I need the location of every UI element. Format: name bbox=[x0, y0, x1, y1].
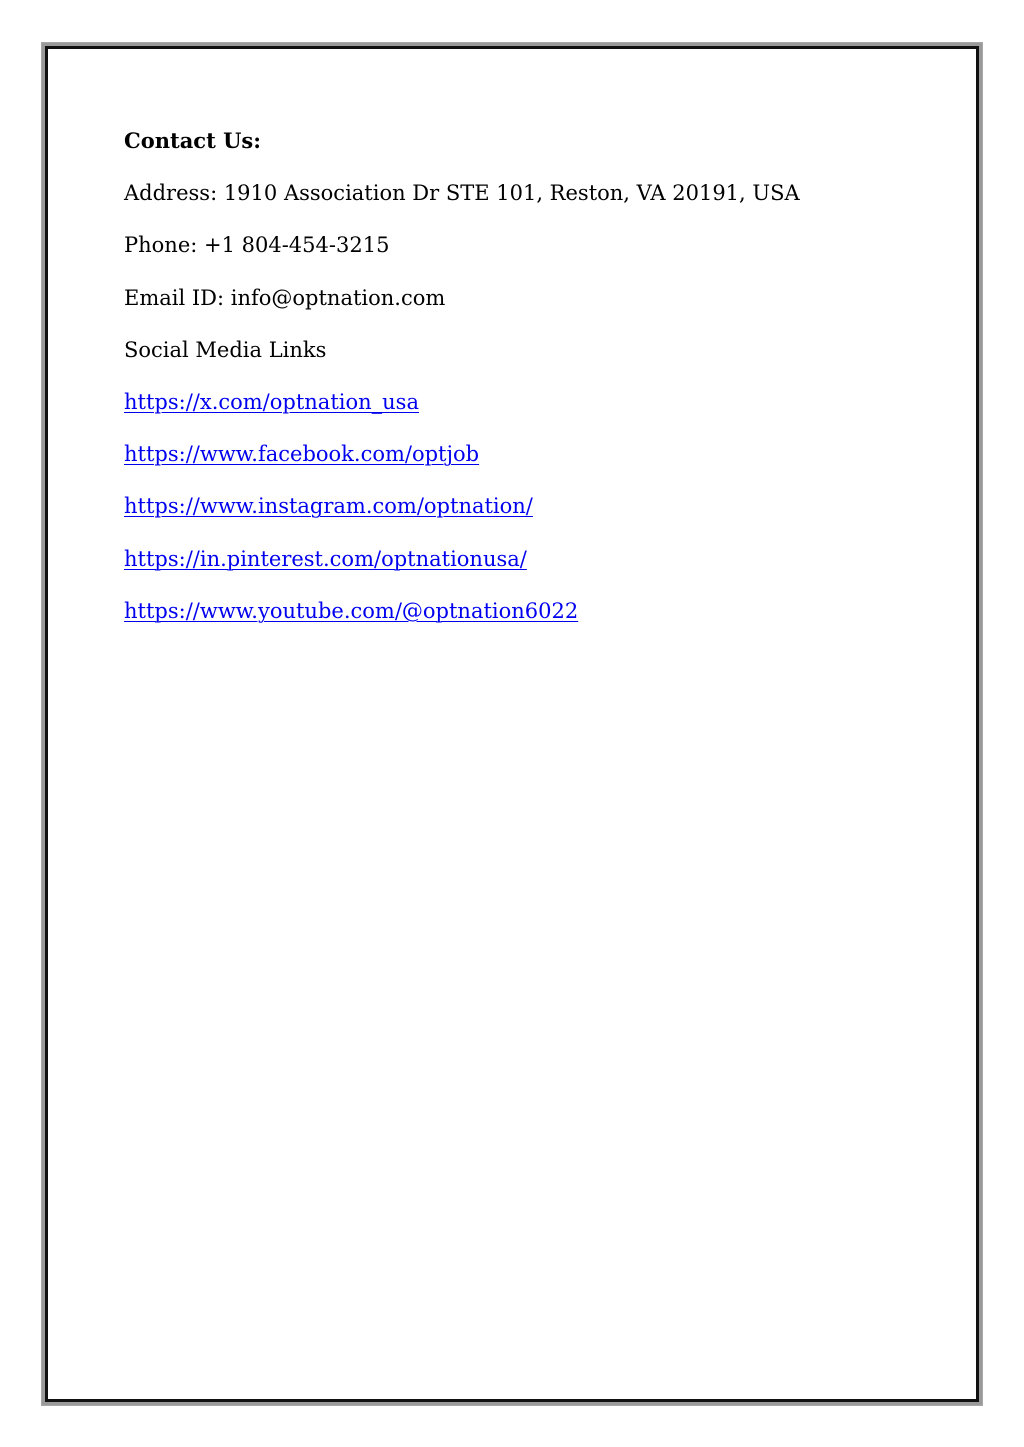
x-link[interactable]: https://x.com/optnation_usa bbox=[124, 389, 419, 414]
page-body bbox=[45, 46, 979, 1402]
page-frame bbox=[41, 42, 983, 1406]
link-row-instagram bbox=[124, 492, 924, 520]
address-text: Address: 1910 Association Dr STE 101, Reston, VA 20191, USA bbox=[124, 181, 800, 206]
link-row-x bbox=[124, 388, 924, 416]
social-media-heading: Social Media Links bbox=[124, 337, 327, 362]
link-row-facebook bbox=[124, 440, 924, 468]
link-row-youtube bbox=[124, 597, 924, 625]
link-row-pinterest bbox=[124, 545, 924, 573]
facebook-link[interactable]: https://www.facebook.com/optjob bbox=[124, 442, 480, 467]
contact-section bbox=[124, 127, 924, 649]
email-text: Email ID: info@optnation.com bbox=[124, 285, 446, 310]
phone-text: Phone: +1 804-454-3215 bbox=[124, 233, 390, 258]
pinterest-link[interactable]: https://in.pinterest.com/optnationusa/ bbox=[124, 546, 527, 571]
instagram-link[interactable]: https://www.instagram.com/optnation/ bbox=[124, 494, 533, 519]
contact-heading: Contact Us: bbox=[124, 128, 261, 153]
youtube-link[interactable]: https://www.youtube.com/@optnation6022 bbox=[124, 598, 579, 623]
